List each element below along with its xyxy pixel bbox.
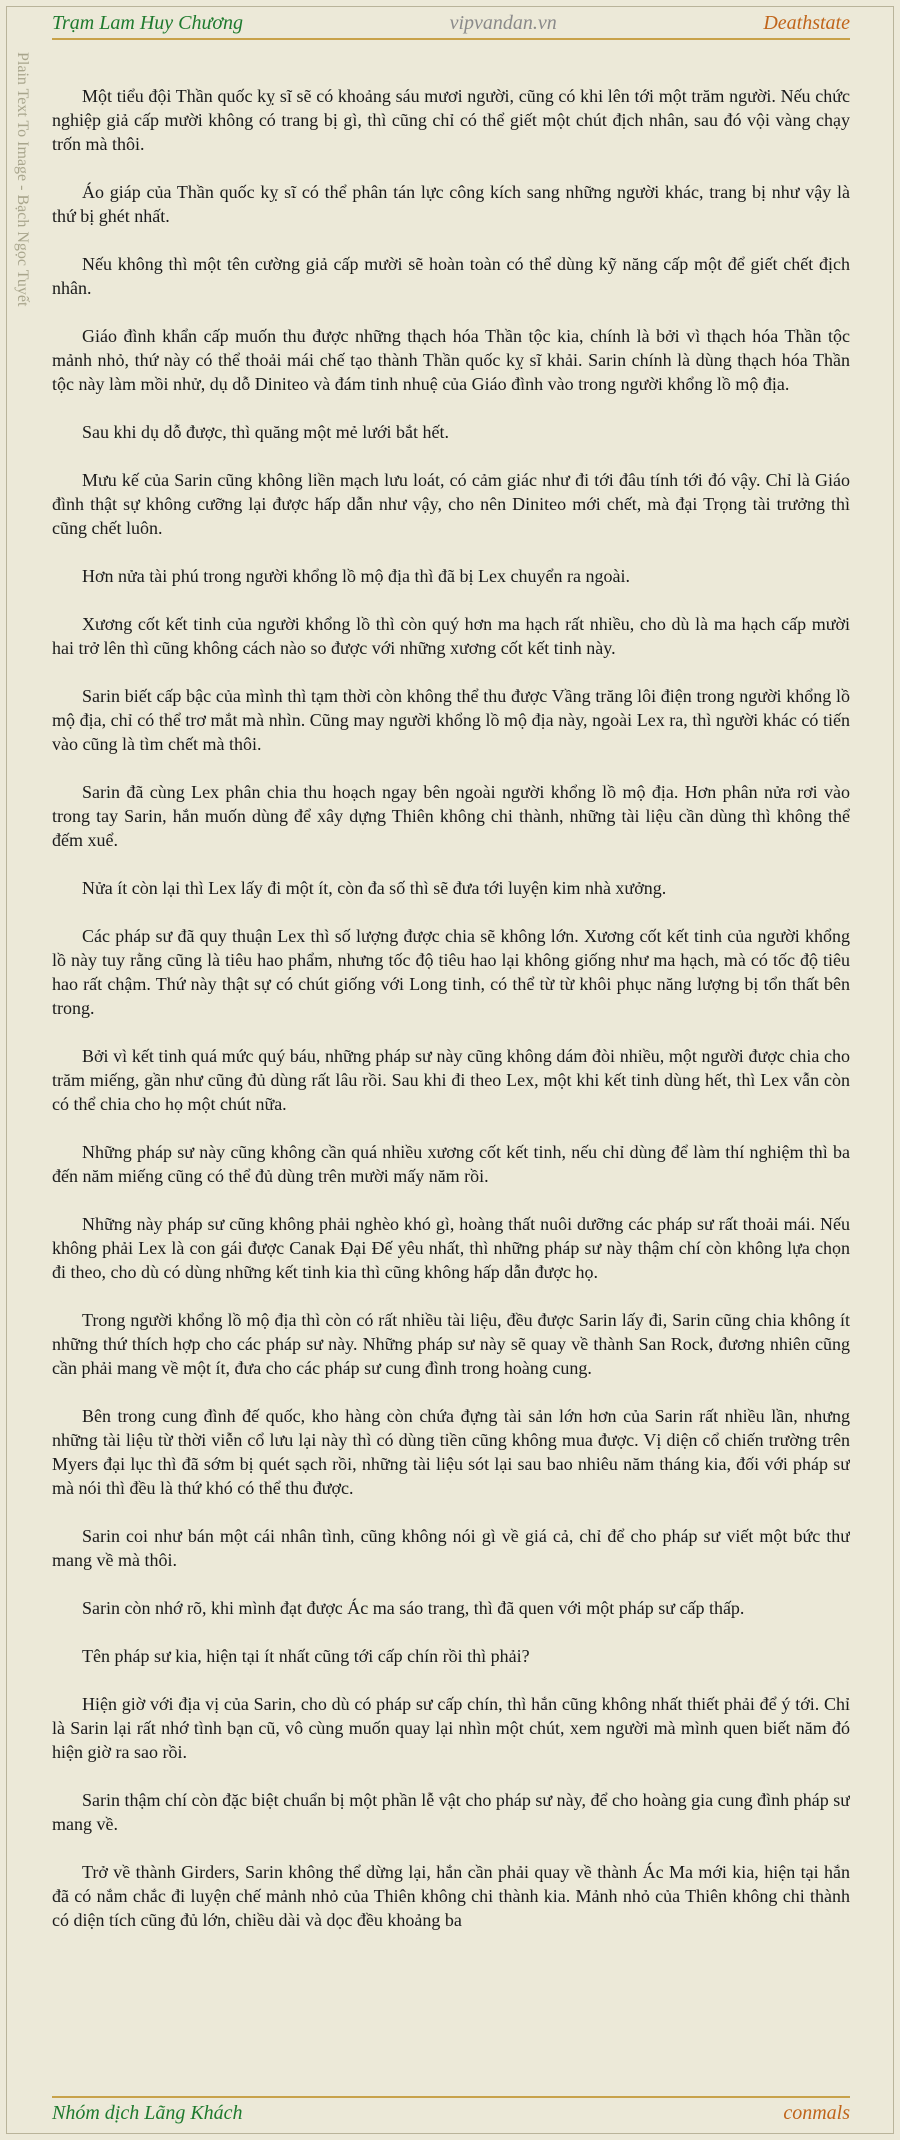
paragraph: Nếu không thì một tên cường giả cấp mười sẽ hoàn toàn có thể dùng kỹ năng cấp một để giết chết địch nhân. xyxy=(52,254,850,298)
header-left-title: Trạm Lam Huy Chương xyxy=(52,11,244,34)
footer-right-credit: conmals xyxy=(783,2101,850,2124)
paragraph: Sarin đã cùng Lex phân chia thu hoạch ngay bên ngoài người khổng lồ mộ địa. Hơn phân nửa rơi vào trong tay Sarin, hắn muốn dùng để xây dựng Thiên không chi thành, những tài liệu cần dùng thì không thể đếm xuể. xyxy=(52,782,850,850)
paragraph: Sarin còn nhớ rõ, khi mình đạt được Ác ma sáo trang, thì đã quen với một pháp sư cấp thấp. xyxy=(82,1598,745,1618)
paragraph: Hơn nửa tài phú trong người khổng lồ mộ địa thì đã bị Lex chuyển ra ngoài. xyxy=(82,566,630,586)
paragraph: Trong người khổng lồ mộ địa thì còn có rất nhiều tài liệu, đều được Sarin lấy đi, Sarin cũng chia không ít những thứ thích hợp cho các pháp sư này. Những pháp sư này sẽ quay về thành San Rock, đương nhiên cũng cần phải mang về một ít, đưa cho các pháp sư cung đình trong hoàng cung. xyxy=(52,1310,850,1378)
paragraph: Những này pháp sư cũng không phải nghèo khó gì, hoàng thất nuôi dưỡng các pháp sư rất thoải mái. Nếu không phải Lex là con gái được Canak Đại Đế yêu nhất, thì những pháp sư này thậm chí còn không lựa chọn đi theo, cho dù có dùng những kết tinh kia thì cũng không hấp dẫn được họ. xyxy=(52,1214,850,1282)
text-content xyxy=(52,84,850,2088)
paragraph: Nửa ít còn lại thì Lex lấy đi một ít, còn đa số thì sẽ đưa tới luyện kim nhà xưởng. xyxy=(82,878,667,898)
paragraph: Sarin thậm chí còn đặc biệt chuẩn bị một phần lễ vật cho pháp sư này, để cho hoàng gia cung đình pháp sư mang về. xyxy=(52,1790,850,1834)
paragraph: Bên trong cung đình đế quốc, kho hàng còn chứa đựng tài sản lớn hơn của Sarin rất nhiều lần, nhưng những tài liệu từ thời viễn cổ lưu lại này thì có dùng tiền cũng không mua được. Vị diện cổ chiến trường trên Myers đại lục thì đã sớm bị quét sạch rồi, những tài liệu sót lại sau bao nhiêu năm tháng kia, đối với pháp sư mà nói thì đều là thứ khó có thể thu được. xyxy=(52,1406,850,1498)
paragraph: Giáo đình khẩn cấp muốn thu được những thạch hóa Thần tộc kia, chính là bởi vì thạch hóa Thần tộc mảnh nhỏ, thứ này có thể thoải mái chế tạo thành Thần quốc kỵ sĩ khải. Sarin chính là dùng thạch hóa Thần tộc này làm mồi nhử, dụ dỗ Diniteo và đám tinh nhuệ của Giáo đình vào trong người khổng lồ mộ địa. xyxy=(52,326,850,394)
paragraph: Xương cốt kết tinh của người khổng lồ thì còn quý hơn ma hạch rất nhiều, cho dù là ma hạch cấp mười hai trở lên thì cũng không cách nào so được với những xương cốt kết tinh này. xyxy=(52,614,850,658)
paragraph: Mưu kế của Sarin cũng không liền mạch lưu loát, có cảm giác như đi tới đâu tính tới đó vậy. Chỉ là Giáo đình thật sự không cưỡng lại được hấp dẫn như vậy, cho nên Diniteo mới chết, mà đại Trọng tài trưởng thì cũng chết luôn. xyxy=(52,470,850,538)
side-watermark xyxy=(6,52,38,392)
side-watermark-text: Plain Text To Image - Bạch Ngọc Tuyết xyxy=(14,52,31,307)
paragraph: Những pháp sư này cũng không cần quá nhiều xương cốt kết tinh, nếu chỉ dùng để làm thí nghiệm thì ba đến năm miếng cũng có thể đủ dùng trên mười mấy năm rồi. xyxy=(52,1142,850,1186)
paragraph: Sarin coi như bán một cái nhân tình, cũng không nói gì về giá cả, chỉ để cho pháp sư viết một bức thư mang về mà thôi. xyxy=(52,1526,850,1570)
paragraph: Trở về thành Girders, Sarin không thể dừng lại, hắn cần phải quay về thành Ác Ma mới kia, hiện tại hắn đã có nắm chắc đi luyện chế mảnh nhỏ của Thiên không chi thành kia. Mảnh nhỏ của Thiên không chi thành có diện tích cũng đủ lớn, chiều dài và dọc đều khoảng ba xyxy=(52,1862,850,1930)
paragraph: Sarin biết cấp bậc của mình thì tạm thời còn không thể thu được Vầng trăng lôi điện trong người khổng lồ mộ địa, chỉ có thể trơ mắt mà nhìn. Cũng may người khổng lồ mộ địa này, ngoài Lex ra, thì người khác có tiến vào cũng là tìm chết mà thôi. xyxy=(52,686,850,754)
page-header xyxy=(52,8,850,40)
header-site: vipvandan.vn xyxy=(449,11,557,34)
footer-left-credit: Nhóm dịch Lãng Khách xyxy=(52,2101,243,2124)
page-footer xyxy=(52,2096,850,2128)
paragraph: Một tiểu đội Thần quốc kỵ sĩ sẽ có khoảng sáu mươi người, cũng có khi lên tới một trăm người. Nếu chức nghiệp giả cấp mười không có trang bị gì, thì cũng chỉ có thể giết một chút địch nhân, sau đó vội vàng chạy trốn mà thôi. xyxy=(52,86,850,154)
paragraph: Áo giáp của Thần quốc kỵ sĩ có thể phân tán lực công kích sang những người khác, trang bị như vậy là thứ bị ghét nhất. xyxy=(52,182,850,226)
paragraph: Sau khi dụ dỗ được, thì quăng một mẻ lưới bắt hết. xyxy=(82,422,450,442)
paragraph: Các pháp sư đã quy thuận Lex thì số lượng được chia sẽ không lớn. Xương cốt kết tinh của người khổng lồ này tuy rằng cũng là tiêu hao phẩm, nhưng tốc độ tiêu hao lại không giống như ma hạch, mà có tốc độ tiêu hao rất chậm. Thứ này thật sự có chút giống với Long tinh, có thể từ từ khôi phục năng lượng bị tổn thất bên trong. xyxy=(52,926,850,1018)
paragraph: Bởi vì kết tinh quá mức quý báu, những pháp sư này cũng không dám đòi nhiều, một người được chia cho trăm miếng, gần như cũng đủ dùng rất lâu rồi. Sau khi đi theo Lex, một khi kết tinh dùng hết, thì Lex vẫn còn có thể chia cho họ một chút nữa. xyxy=(52,1046,850,1114)
paragraph: Hiện giờ với địa vị của Sarin, cho dù có pháp sư cấp chín, thì hắn cũng không nhất thiết phải để ý tới. Chỉ là Sarin lại rất nhớ tình bạn cũ, vô cùng muốn quay lại nhìn một chút, xem người mà mình quen biết năm đó hiện giờ ra sao rồi. xyxy=(52,1694,850,1762)
paragraph: Tên pháp sư kia, hiện tại ít nhất cũng tới cấp chín rồi thì phải? xyxy=(82,1646,530,1666)
header-right-title: Deathstate xyxy=(763,11,850,34)
